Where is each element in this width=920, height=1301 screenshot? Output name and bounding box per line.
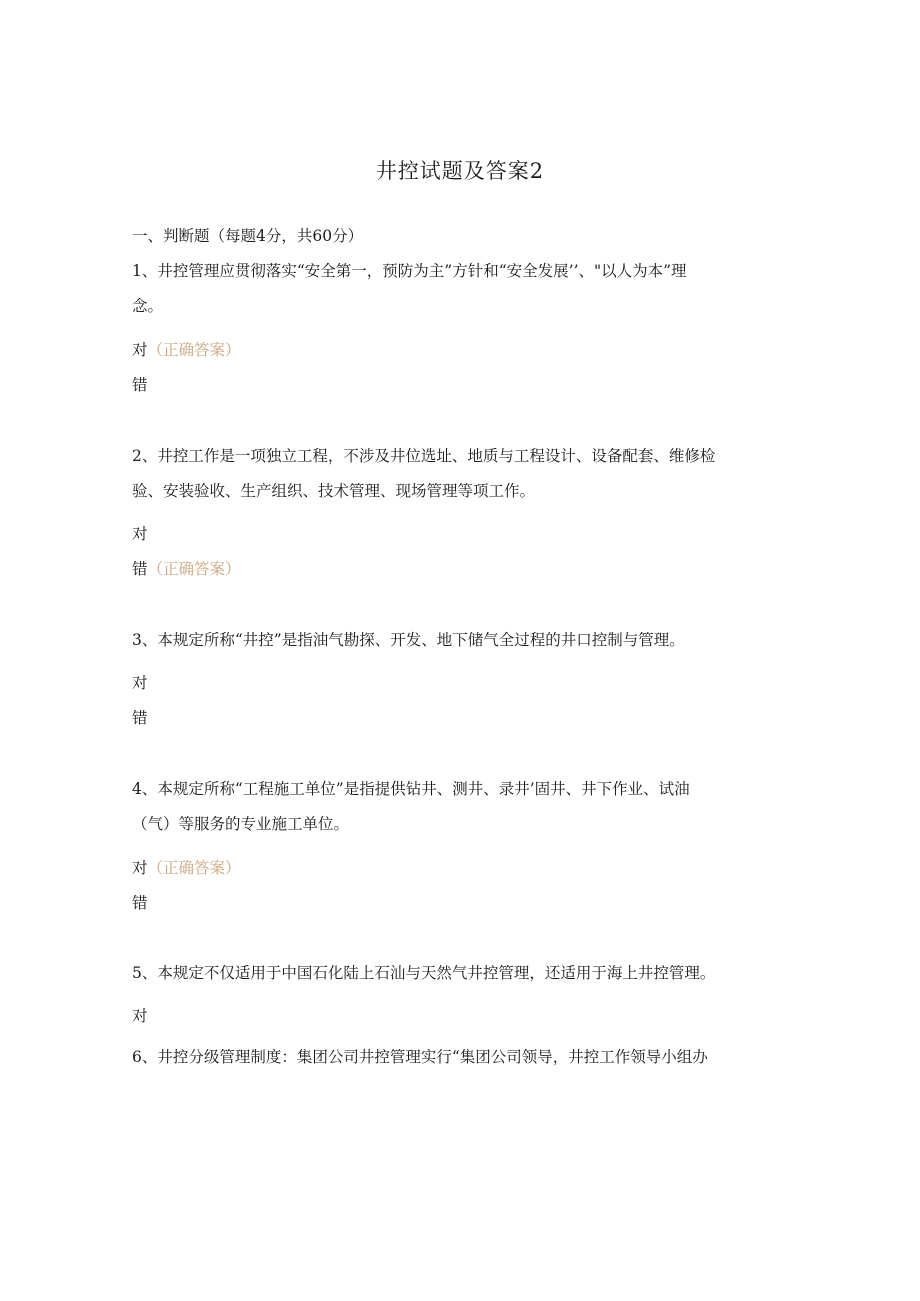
document-title: 井控试题及答案2 xyxy=(375,159,545,183)
question-1-text-line-2: 念。 xyxy=(132,297,164,315)
question-5-option-true[interactable] xyxy=(132,1006,148,1026)
question-4-text-line-1: 4、本规定所称“工程施工单位”是指提供钻井、测井、录井’固井、井下作业、试油 xyxy=(132,780,690,798)
question-3-option-true[interactable] xyxy=(132,673,148,693)
question-2-text-line-1: 2、井控工作是一项独立工程，不涉及井位选址、地质与工程设计、设备配套、维修检 xyxy=(132,447,716,465)
question-1-option-true[interactable] xyxy=(132,340,241,360)
option-label: 对 xyxy=(132,525,148,543)
section-heading: 一、判断题（每题4分，共60分） xyxy=(132,227,364,245)
correct-answer-tag: （正确答案） xyxy=(147,859,241,877)
option-label: 对 xyxy=(132,341,148,359)
option-label: 对 xyxy=(132,1007,148,1025)
option-label: 对 xyxy=(132,674,148,692)
option-label: 错 xyxy=(132,709,148,727)
question-4-option-false[interactable] xyxy=(132,893,148,913)
option-label: 对 xyxy=(132,859,148,877)
question-2-option-false[interactable] xyxy=(132,559,241,579)
question-3-option-false[interactable] xyxy=(132,708,148,728)
question-1-option-false[interactable] xyxy=(132,375,148,395)
question-4-option-true[interactable] xyxy=(132,858,241,878)
question-3-text-line-1: 3、本规定所称“井控”是指油气勘探、开发、地下储气全过程的井口控制与管理。 xyxy=(132,631,685,649)
question-5-text-line-1: 5、本规定不仅适用于中国石化陆上石汕与天然气井控管理，还适用于海上井控管理。 xyxy=(132,964,716,982)
option-label: 错 xyxy=(132,894,148,912)
question-6-text-line-1: 6、井控分级管理制度：集团公司井控管理实行“集团公司领导，井控工作领导小组办 xyxy=(132,1048,708,1066)
question-4-text-line-2: （气）等服务的专业施工单位。 xyxy=(132,815,350,833)
option-label: 错 xyxy=(132,560,148,578)
correct-answer-tag: （正确答案） xyxy=(147,560,241,578)
option-label: 错 xyxy=(132,376,148,394)
question-1-text-line-1: 1、井控管理应贯彻落实“安全第一，预防为主”方针和“安全发展’’、"以人为本”理 xyxy=(132,262,687,280)
question-2-option-true[interactable] xyxy=(132,524,148,544)
question-2-text-line-2: 验、安装验收、生产组织、技术管理、现场管理等项工作。 xyxy=(132,482,536,500)
correct-answer-tag: （正确答案） xyxy=(147,341,241,359)
